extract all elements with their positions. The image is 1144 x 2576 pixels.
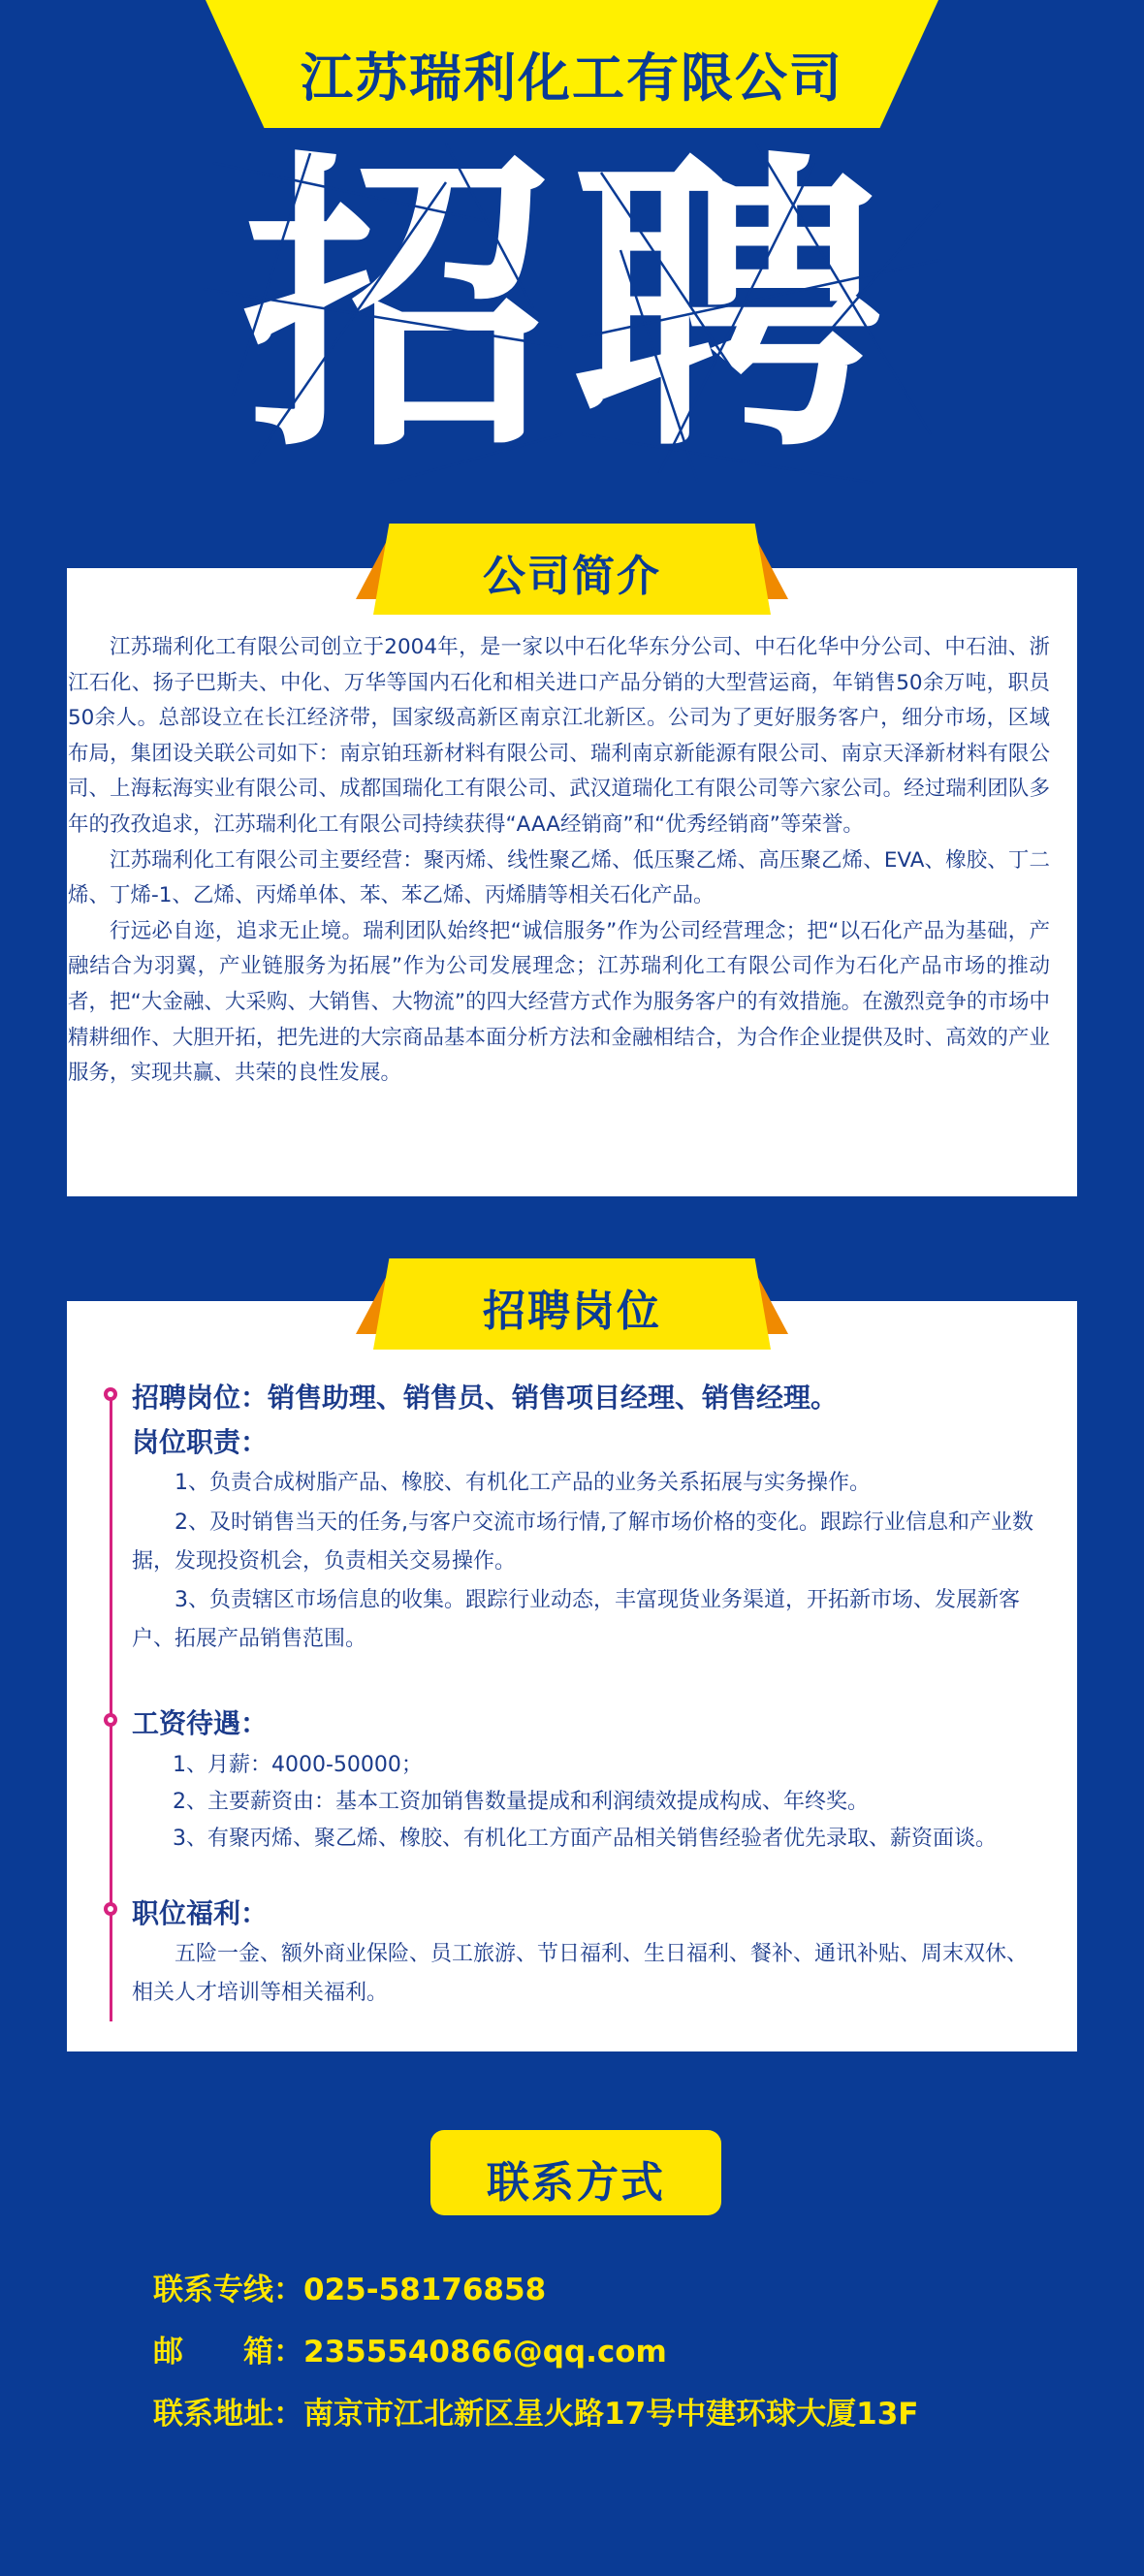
salary-item: 2、主要薪资由：基本工资加销售数量提成和利润绩效提成构成、年终奖。 [173, 1790, 869, 1814]
duty-item: 3、负责辖区市场信息的收集。跟踪行业动态，丰富现货业务渠道，开拓新市场、发展新客户、拓展产品销售范围。 [132, 1588, 1021, 1651]
jobs-tab [373, 1258, 771, 1350]
big-title [194, 128, 950, 493]
benefits-text: 五险一金、额外商业保险、员工旅游、节日福利、生日福利、餐补、通讯补贴、周末双休、相关人才培训等相关福利。 [132, 1942, 1029, 2005]
duty-item: 2、及时销售当天的任务,与客户交流市场行情,了解市场价格的变化。跟踪行业信息和产业数据，发现投资机会，负责相关交易操作。 [132, 1511, 1033, 1574]
intro-paragraph: 江苏瑞利化工有限公司主要经营：聚丙烯、线性聚乙烯、低压聚乙烯、高压聚乙烯、EVA、橡胶、丁二烯、丁烯-1、乙烯、丙烯单体、苯、苯乙烯、丙烯腈等相关石化产品。 [68, 847, 1050, 908]
timeline-dot [104, 1713, 117, 1727]
contact-button-label: 联系方式 [487, 2158, 665, 2208]
timeline-dot [104, 1387, 117, 1401]
duties-title: 岗位职责： [132, 1426, 269, 1458]
timeline-line [110, 1391, 112, 2021]
phone-value[interactable]: 025-58176858 [303, 2273, 547, 2307]
benefits-title: 职位福利： [132, 1897, 269, 1929]
phone-label: 联系专线： [153, 2273, 303, 2307]
intro-paragraph: 行远必自迩，追求无止境。瑞利团队始终把“诚信服务”作为公司经营理念；把“以石化产品为基础，产融结合为羽翼，产业链服务为拓展”作为公司发展理念；江苏瑞利化工有限公司作为石化产品市场的推动者，把“大金融、大采购、大销售、大物流”的四大经营方式作为服务客户的有效措施。在激烈竞争的市场中精耕细作、大胆开拓，把先进的大宗商品基本面分析方法和金融相结合，为合作企业提供及时、高效的产业服务，实现共赢、共荣的良性发展。 [68, 918, 1050, 1086]
duty-item: 1、负责合成树脂产品、橡胶、有机化工产品的业务关系拓展与实务操作。 [175, 1471, 871, 1495]
email-label: 邮 箱： [153, 2335, 303, 2369]
intro-tab [373, 524, 771, 615]
email-value[interactable]: 2355540866@qq.com [303, 2335, 667, 2369]
company-name: 江苏瑞利化工有限公司 [301, 48, 843, 109]
salary-title: 工资待遇： [132, 1707, 269, 1739]
salary-item: 1、月薪：4000-50000； [173, 1753, 423, 1777]
big-title-text: 招聘 [242, 128, 902, 489]
jobs-tab-label: 招聘岗位 [483, 1287, 661, 1336]
address-value: 南京市江北新区星火路17号中建环球大厦13F [303, 2397, 919, 2432]
contact-address-row [153, 2389, 918, 2433]
timeline-dot [104, 1902, 117, 1916]
positions-line: 招聘岗位：销售助理、销售员、销售项目经理、销售经理。 [132, 1382, 839, 1414]
contact-email-row [153, 2327, 667, 2370]
address-label: 联系地址： [153, 2397, 303, 2432]
salary-item: 3、有聚丙烯、聚乙烯、橡胶、有机化工方面产品相关销售经验者优先录取、薪资面谈。 [173, 1827, 997, 1851]
intro-paragraph: 江苏瑞利化工有限公司创立于2004年，是一家以中石化华东分公司、中石化华中分公司、中石油、浙江石化、扬子巴斯夫、中化、万华等国内石化和相关进口产品分销的大型营运商，年销售50余万吨，职员50余人。总部设立在长江经济带，国家级高新区南京江北新区。公司为了更好服务客户，细分市场，区域布局，集团设关联公司如下：南京铂珏新材料有限公司、瑞利南京新能源有限公司、南京天泽新材料有限公司、上海耘海实业有限公司、成都国瑞化工有限公司、武汉道瑞化工有限公司等六家公司。经过瑞利团队多年的孜孜追求，江苏瑞利化工有限公司持续获得“AAA经销商”和“优秀经销商”等荣誉。 [68, 635, 1050, 837]
intro-tab-label: 公司简介 [483, 552, 661, 601]
contact-phone-row [153, 2265, 546, 2308]
title-cut-lines [194, 128, 950, 493]
intro-text [68, 630, 1050, 1092]
